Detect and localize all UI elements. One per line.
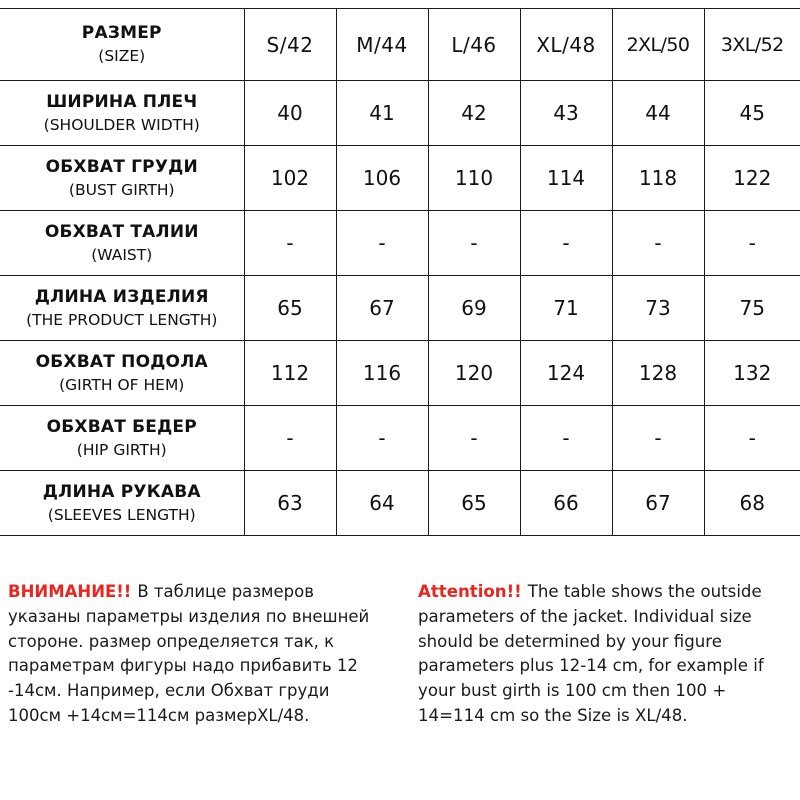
measurement-cell [336, 471, 428, 536]
measurement-value: - [654, 426, 662, 450]
measurement-cell [520, 146, 612, 211]
size-header-label-en: (SIZE) [98, 47, 146, 65]
parameter-label-ru: ДЛИНА РУКАВА [42, 481, 201, 502]
measurement-cell [612, 406, 704, 471]
measurement-value: - [748, 426, 756, 450]
measurement-value: - [286, 231, 294, 255]
size-header-cell [428, 9, 520, 81]
measurement-value: 43 [553, 101, 579, 125]
size-header-cell [704, 9, 800, 81]
size-label: S/42 [266, 32, 314, 57]
measurement-cell [428, 471, 520, 536]
parameter-label-en: (HIP GIRTH) [76, 440, 167, 459]
measurement-value: 124 [546, 361, 586, 385]
measurement-cell [336, 341, 428, 406]
measurement-row [0, 211, 800, 276]
measurement-row [0, 406, 800, 471]
measurement-cell [704, 276, 800, 341]
parameter-label-cell [0, 146, 244, 211]
measurement-cell [612, 471, 704, 536]
measurement-value: 73 [645, 296, 671, 320]
measurement-value: 45 [739, 101, 765, 125]
measurement-cell [704, 341, 800, 406]
measurement-value: 110 [454, 166, 494, 190]
parameter-label-en: (BUST GIRTH) [68, 180, 175, 199]
measurement-cell [612, 341, 704, 406]
measurement-cell [244, 341, 336, 406]
size-label: 3XL/52 [720, 33, 784, 56]
attention-body-en: The table shows the outside parameters of the jacket. Individual size should be determined by your figure parameters plus 12-14 cm, for example if your bust girth is 100 cm then 100 + 14=114 cm so the Size is XL/48. [418, 582, 764, 725]
parameter-label-en: (THE PRODUCT LENGTH) [26, 310, 218, 329]
parameter-label-en: (SLEEVES LENGTH) [47, 505, 196, 524]
size-header-label-ru: РАЗМЕР [81, 23, 162, 43]
measurement-row [0, 146, 800, 211]
measurement-cell [612, 276, 704, 341]
size-header-row [0, 9, 800, 81]
parameter-label-en: (GIRTH OF HEM) [59, 375, 185, 394]
measurement-value: - [562, 426, 570, 450]
measurement-value: 68 [739, 491, 765, 515]
measurement-cell [336, 146, 428, 211]
measurement-row [0, 341, 800, 406]
measurement-cell [520, 211, 612, 276]
measurement-cell [612, 146, 704, 211]
measurement-value: 40 [277, 101, 303, 125]
measurement-row [0, 81, 800, 146]
measurement-cell [704, 211, 800, 276]
measurement-cell [704, 146, 800, 211]
measurement-cell [428, 81, 520, 146]
measurement-value: 67 [369, 296, 395, 320]
measurement-cell [612, 81, 704, 146]
attention-heading-ru: ВНИМАНИЕ!! [8, 582, 132, 601]
measurement-value: - [562, 231, 570, 255]
measurement-cell [520, 276, 612, 341]
measurement-row [0, 471, 800, 536]
measurement-value: - [748, 231, 756, 255]
parameter-label-en: (SHOULDER WIDTH) [43, 115, 200, 134]
measurement-value: - [470, 426, 478, 450]
measurement-cell [428, 276, 520, 341]
measurement-cell [244, 81, 336, 146]
parameter-label-cell [0, 81, 244, 146]
parameter-label-cell [0, 211, 244, 276]
measurement-cell [612, 211, 704, 276]
measurement-cell [336, 406, 428, 471]
measurement-value: 112 [270, 361, 310, 385]
size-label: M/44 [356, 32, 408, 57]
size-header-label-cell [0, 9, 244, 81]
measurement-value: 118 [638, 166, 678, 190]
measurement-cell [244, 406, 336, 471]
measurement-value: 64 [369, 491, 395, 515]
measurement-cell [520, 81, 612, 146]
measurement-row [0, 276, 800, 341]
measurement-cell [336, 276, 428, 341]
measurement-value: - [654, 231, 662, 255]
measurement-value: 65 [277, 296, 303, 320]
measurement-value: - [378, 231, 386, 255]
measurement-cell [428, 406, 520, 471]
parameter-label-ru: ОБХВАТ ГРУДИ [45, 156, 198, 177]
measurement-cell [244, 211, 336, 276]
measurement-cell [428, 211, 520, 276]
measurement-cell [244, 146, 336, 211]
measurement-value: 69 [461, 296, 487, 320]
attention-note-english [418, 580, 796, 729]
parameter-label-ru: ШИРИНА ПЛЕЧ [46, 91, 198, 112]
parameter-label-cell [0, 276, 244, 341]
size-chart-table [0, 8, 800, 536]
measurement-cell [704, 406, 800, 471]
measurement-value: 71 [553, 296, 579, 320]
measurement-value: 75 [739, 296, 765, 320]
measurement-cell [428, 341, 520, 406]
measurement-value: 128 [638, 361, 678, 385]
measurement-cell [244, 276, 336, 341]
measurement-value: 116 [362, 361, 402, 385]
measurement-cell [704, 471, 800, 536]
measurement-value: 65 [461, 491, 487, 515]
size-label: XL/48 [536, 32, 596, 57]
measurement-value: 66 [553, 491, 579, 515]
measurement-value: 120 [454, 361, 494, 385]
parameter-label-en: (WAIST) [91, 245, 153, 264]
size-label: 2XL/50 [626, 33, 690, 56]
size-header-cell [612, 9, 704, 81]
measurement-rows [0, 81, 800, 536]
measurement-value: 67 [645, 491, 671, 515]
parameter-label-ru: ОБХВАТ БЕДЕР [46, 416, 197, 437]
size-header-cell [244, 9, 336, 81]
measurement-cell [336, 211, 428, 276]
parameter-label-ru: ОБХВАТ ПОДОЛА [35, 351, 208, 372]
measurement-value: - [286, 426, 294, 450]
measurement-cell [520, 471, 612, 536]
measurement-value: 41 [369, 101, 395, 125]
parameter-label-ru: ОБХВАТ ТАЛИИ [44, 221, 199, 242]
parameter-label-cell [0, 341, 244, 406]
measurement-value: 42 [461, 101, 487, 125]
measurement-value: 106 [362, 166, 402, 190]
measurement-value: 44 [645, 101, 671, 125]
attention-heading-en: Attention!! [418, 582, 522, 601]
measurement-cell [336, 81, 428, 146]
measurement-cell [428, 146, 520, 211]
size-header-cell [520, 9, 612, 81]
size-label: L/46 [451, 32, 497, 57]
measurement-value: 63 [277, 491, 303, 515]
measurement-value: 122 [733, 166, 772, 190]
measurement-value: 132 [733, 361, 772, 385]
measurement-value: 114 [546, 166, 586, 190]
measurement-value: - [470, 231, 478, 255]
size-header-cell [336, 9, 428, 81]
measurement-cell [520, 406, 612, 471]
measurement-cell [704, 81, 800, 146]
measurement-value: - [378, 426, 386, 450]
parameter-label-cell [0, 406, 244, 471]
parameter-label-ru: ДЛИНА ИЗДЕЛИЯ [34, 286, 209, 307]
attention-body-ru: В таблице размеров указаны параметры изделия по внешней стороне. размер определяется так, к параметрам фигуры надо прибавить 12 -14см. Например, если Обхват груди 100см +14см=114см размерXL/48. [8, 582, 370, 725]
measurement-value: 102 [270, 166, 310, 190]
parameter-label-cell [0, 471, 244, 536]
measurement-cell [244, 471, 336, 536]
measurement-cell [520, 341, 612, 406]
attention-note-russian [8, 580, 386, 729]
